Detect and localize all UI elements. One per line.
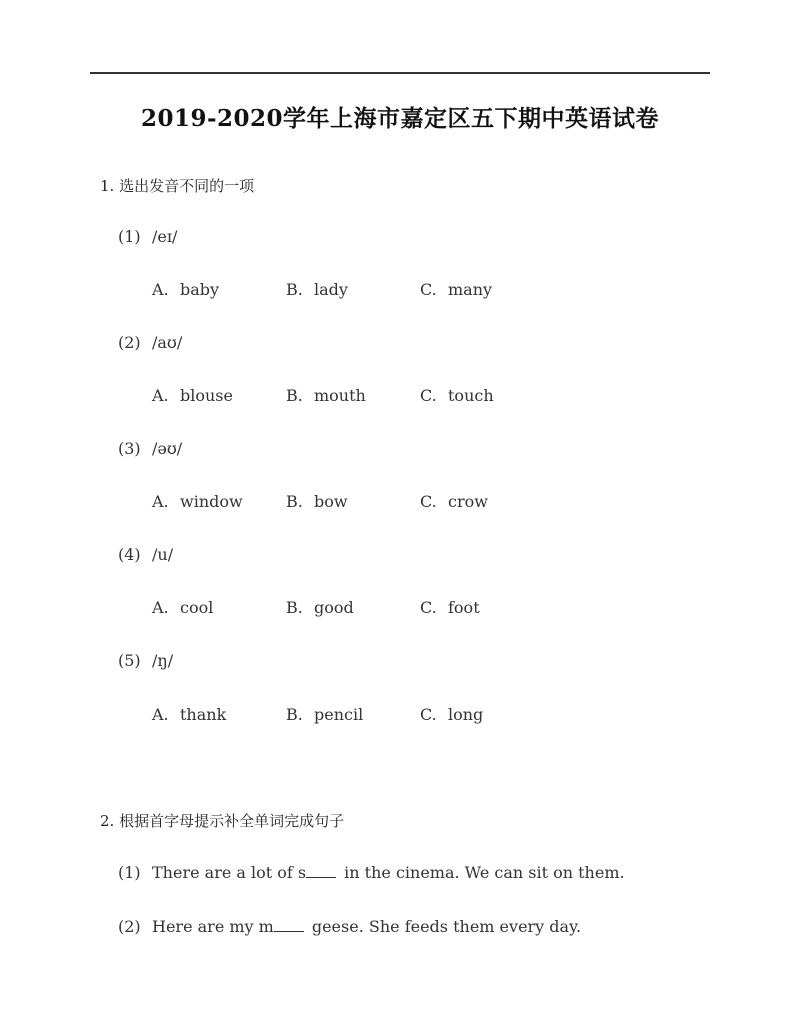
option-letter: B.: [286, 386, 303, 405]
option-c[interactable]: [420, 598, 480, 617]
option-a[interactable]: [152, 492, 243, 511]
item-number: (2): [118, 333, 141, 352]
option-word: good: [314, 598, 354, 617]
option-a[interactable]: [152, 598, 213, 617]
option-b[interactable]: [286, 705, 363, 724]
section2-item2: [118, 917, 581, 936]
option-c[interactable]: [420, 386, 494, 405]
option-word: blouse: [180, 386, 233, 405]
option-word: thank: [180, 705, 227, 724]
section1-item2-prompt: [118, 333, 182, 352]
section1-item4-prompt: [118, 545, 173, 564]
option-letter: C.: [420, 705, 437, 724]
option-word: baby: [180, 280, 220, 299]
page-title: 2019-2020学年上海市嘉定区五下期中英语试卷: [140, 105, 660, 132]
option-letter: A.: [152, 705, 169, 724]
option-letter: A.: [152, 386, 169, 405]
item-number: (4): [118, 545, 141, 564]
option-c[interactable]: [420, 492, 488, 511]
option-word: foot: [448, 598, 480, 617]
option-b[interactable]: [286, 386, 366, 405]
option-a[interactable]: [152, 280, 219, 299]
option-b[interactable]: [286, 598, 354, 617]
phonetic-symbol: /ŋ/: [152, 651, 174, 670]
option-letter: C.: [420, 280, 437, 299]
option-letter: A.: [152, 598, 169, 617]
option-letter: C.: [420, 386, 437, 405]
option-letter: C.: [420, 492, 437, 511]
option-a[interactable]: [152, 386, 233, 405]
option-letter: B.: [286, 280, 303, 299]
option-b[interactable]: [286, 280, 348, 299]
option-letter: A.: [152, 492, 169, 511]
option-word: long: [448, 705, 484, 724]
answer-blank[interactable]: [274, 917, 304, 932]
option-word: touch: [448, 386, 494, 405]
section1-item3-prompt: [118, 439, 182, 458]
phonetic-symbol: /u/: [152, 545, 174, 564]
option-word: lady: [314, 280, 348, 299]
phonetic-symbol: /əʊ/: [152, 439, 183, 458]
phonetic-symbol: /aʊ/: [152, 333, 183, 352]
sentence-before: There are a lot of s: [152, 863, 307, 882]
option-word: bow: [314, 492, 348, 511]
item-number: (2): [118, 917, 141, 936]
section1-item1-prompt: [118, 227, 177, 246]
phonetic-symbol: /eɪ/: [152, 227, 178, 246]
item-number: (3): [118, 439, 141, 458]
option-letter: C.: [420, 598, 437, 617]
option-c[interactable]: [420, 280, 492, 299]
item-number: (5): [118, 651, 141, 670]
item-number: (1): [118, 227, 141, 246]
answer-blank[interactable]: [306, 863, 336, 878]
item-number: (1): [118, 863, 141, 882]
option-letter: B.: [286, 492, 303, 511]
sentence-after: in the cinema. We can sit on them.: [344, 863, 625, 882]
option-c[interactable]: [420, 705, 483, 724]
option-b[interactable]: [286, 492, 348, 511]
option-a[interactable]: [152, 705, 226, 724]
option-letter: B.: [286, 705, 303, 724]
option-word: mouth: [314, 386, 366, 405]
option-word: cool: [180, 598, 214, 617]
section2-item1: [118, 863, 625, 882]
sentence-after: geese. She feeds them every day.: [311, 917, 582, 936]
section1-item5-prompt: [118, 651, 173, 670]
option-word: pencil: [314, 705, 364, 724]
sentence-before: Here are my m: [152, 917, 274, 936]
section1-heading: 1. 选出发音不同的一项: [100, 177, 255, 195]
option-word: many: [448, 280, 493, 299]
option-letter: A.: [152, 280, 169, 299]
option-word: window: [180, 492, 243, 511]
top-rule: [90, 72, 710, 74]
section2-heading: 2. 根据首字母提示补全单词完成句子: [100, 812, 345, 830]
option-word: crow: [448, 492, 488, 511]
option-letter: B.: [286, 598, 303, 617]
